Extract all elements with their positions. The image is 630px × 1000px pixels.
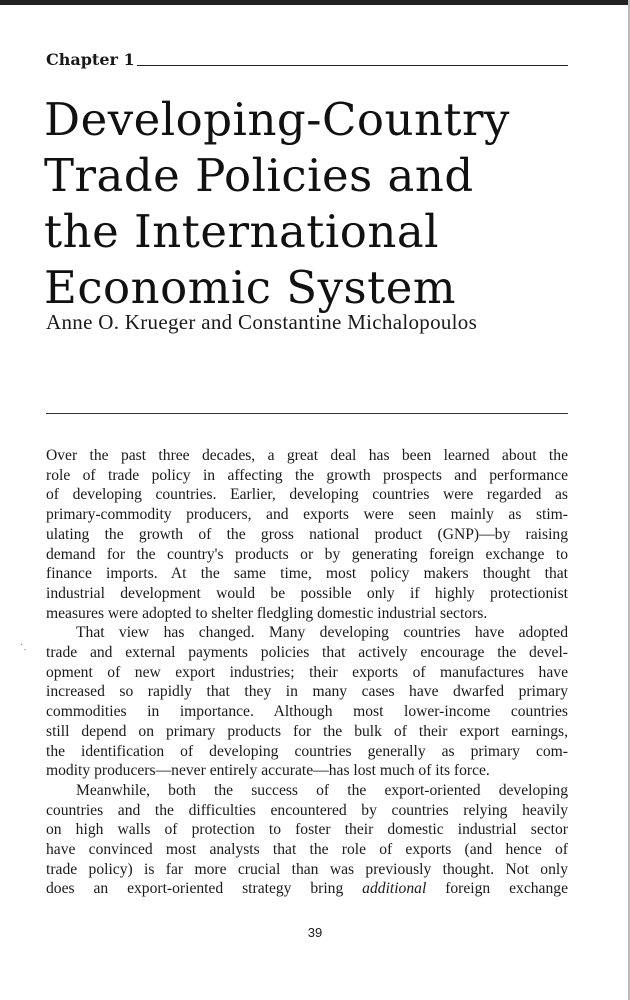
body-line: industrial development would be possible only if highly protectionist [46, 584, 568, 602]
body-line: trade policy) is far more crucial than was previously thought. Not only [46, 860, 568, 878]
body-line: That view has changed. Many developing countries have adopted [76, 624, 568, 642]
scan-top-border [0, 0, 630, 5]
body-text [46, 446, 568, 899]
title-line: Trade Policies and [44, 149, 474, 202]
title-line: the International [44, 205, 440, 258]
body-line: the identification of developing countries generally as primary com- [46, 742, 568, 760]
scan-margin-mark: ·ˎ [20, 640, 27, 651]
body-line: have convinced most analysts that the role of exports (and hence of [46, 841, 568, 859]
body-line: countries and the difficulties encountered by countries relying heavily [46, 801, 568, 819]
body-line: commodities in importance. Although most lower-income countries [46, 703, 568, 721]
body-line: on high walls of protection to foster their domestic industrial sector [46, 821, 568, 839]
body-line: demand for the country's products or by generating foreign exchange to [46, 545, 568, 563]
title-line: Developing-Country [44, 93, 510, 146]
authors-rule [46, 413, 568, 414]
chapter-heading [46, 50, 568, 69]
page-number: 39 [307, 925, 323, 940]
body-line: ulating the growth of the gross national product (GNP)—by raising [46, 525, 568, 543]
body-line: measures were adopted to shelter fledgling domestic industrial sectors. [46, 604, 488, 622]
chapter-title [44, 92, 510, 316]
body-line: finance imports. At the same time, most policy makers thought that [46, 565, 568, 583]
chapter-label: Chapter 1 [46, 50, 135, 69]
body-line: opment of new export industries; their exports of manufactures have [46, 663, 568, 681]
body-line: increased so rapidly that they in many cases have dwarfed primary [46, 683, 568, 701]
title-line: Economic System [44, 261, 457, 314]
body-line: modity producers—never entirely accurate—has lost much of its force. [46, 762, 490, 780]
body-line: role of trade policy in affecting the growth prospects and performance [46, 466, 568, 484]
authors: Anne O. Krueger and Constantine Michalopoulos [46, 310, 478, 334]
body-line: of developing countries. Earlier, developing countries were regarded as [46, 486, 568, 504]
body-line: does an export-oriented strategy bring additional foreign exchange [46, 880, 568, 898]
body-line: trade and external payments policies that actively encourage the devel- [46, 644, 568, 662]
chapter-rule [137, 65, 568, 66]
body-line: still depend on primary products for the bulk of their export earnings, [46, 722, 568, 740]
body-line: Meanwhile, both the success of the export-oriented developing [76, 781, 568, 799]
body-line: Over the past three decades, a great deal has been learned about the [46, 447, 568, 464]
body-line: primary-commodity producers, and exports were seen mainly as stim- [46, 506, 568, 524]
